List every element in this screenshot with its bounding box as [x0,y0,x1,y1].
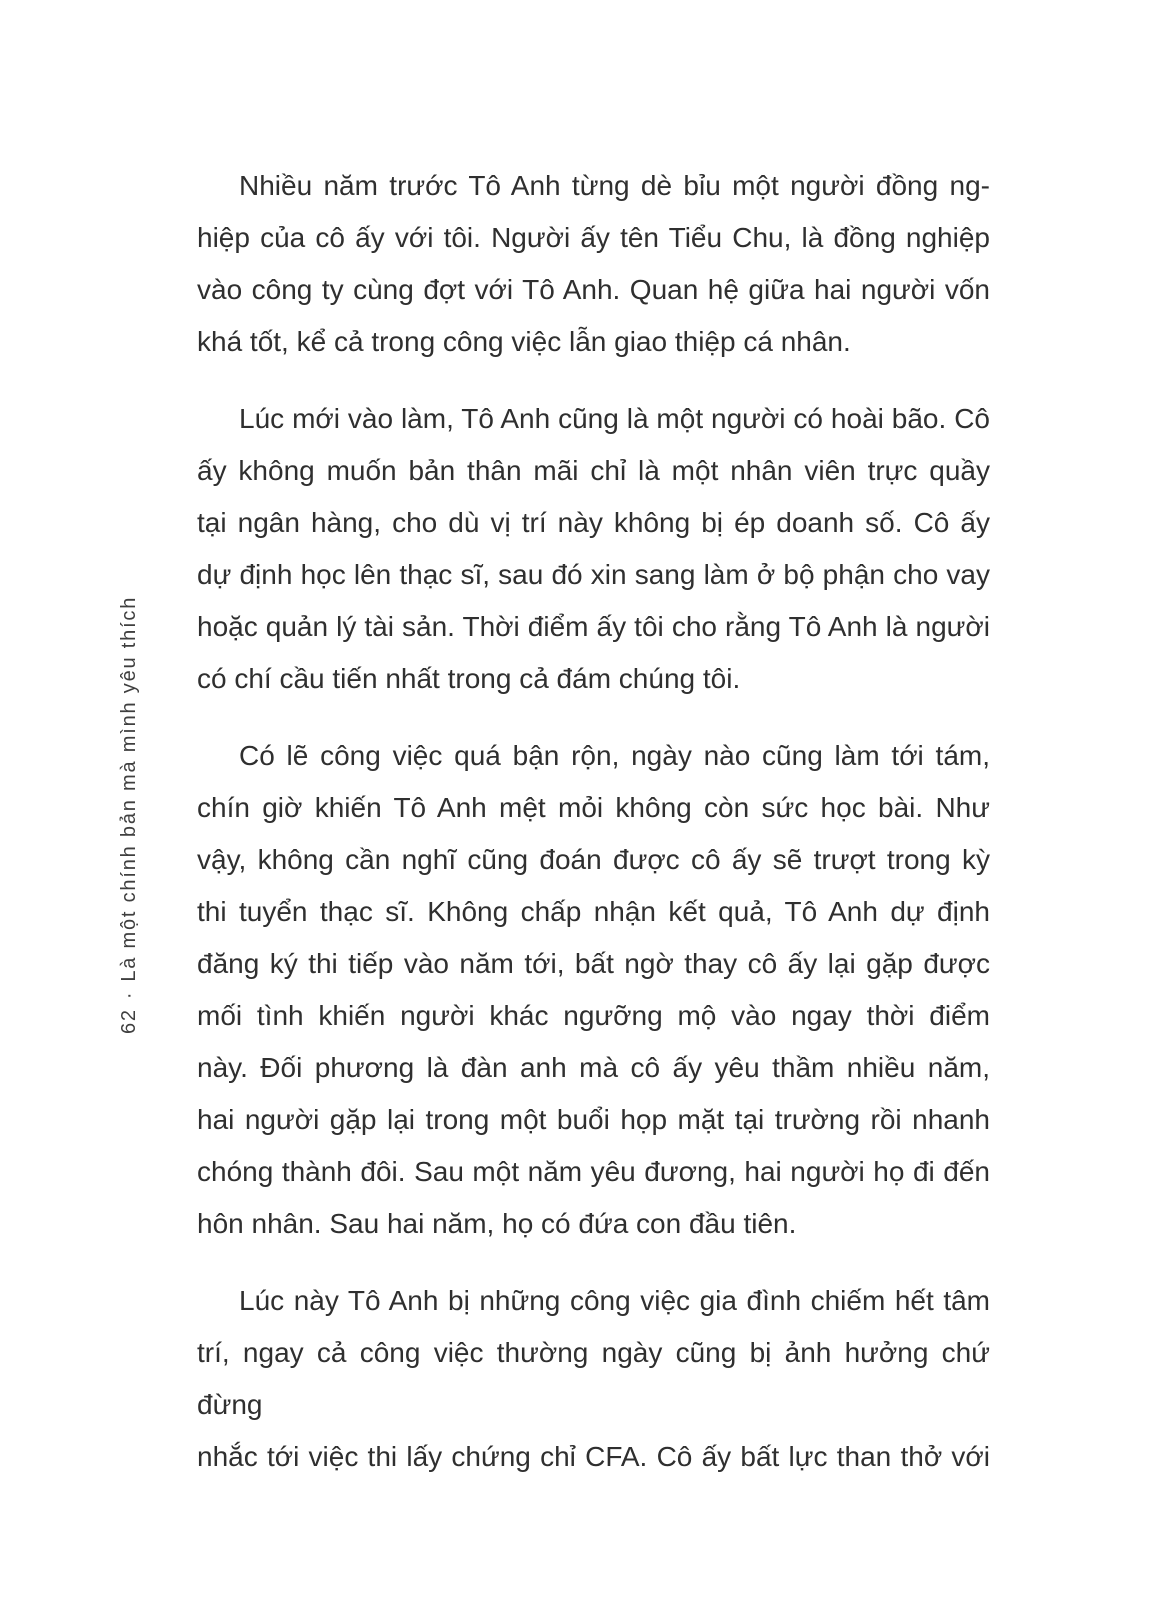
text-line: khá tốt, kể cả trong công việc lẫn giao thiệp cá nhân. [197,326,851,357]
text-line: này. Đối phương là đàn anh mà cô ấy yêu thầm nhiều năm, [197,1052,990,1083]
paragraph [197,160,990,368]
book-title: Là một chính bản mà mình yêu thích [118,595,140,982]
text-line: chóng thành đôi. Sau một năm yêu đương, hai người họ đi đến [197,1156,990,1187]
text-line: có chí cầu tiến nhất trong cả đám chúng tôi. [197,663,741,694]
text-line: hoặc quản lý tài sản. Thời điểm ấy tôi cho rằng Tô Anh là người [197,611,990,642]
text-line: thi tuyển thạc sĩ. Không chấp nhận kết quả, Tô Anh dự định [197,896,990,927]
separator-dot: · [118,990,140,1000]
text-line: tại ngân hàng, cho dù vị trí này không bị ép doanh số. Cô ấy [197,507,990,538]
text-line: vậy, không cần nghĩ cũng đoán được cô ấy sẽ trượt trong kỳ [197,844,990,875]
text-line: vào công ty cùng đợt với Tô Anh. Quan hệ giữa hai người vốn [197,274,990,305]
text-line: hai người gặp lại trong một buổi họp mặt tại trường rồi nhanh [197,1104,990,1135]
text-line: mối tình khiến người khác ngưỡng mộ vào ngay thời điểm [197,1000,990,1031]
text-line: hiệp của cô ấy với tôi. Người ấy tên Tiểu Chu, là đồng nghiệp [197,222,990,253]
paragraph [197,393,990,705]
text-line: hôn nhân. Sau hai năm, họ có đứa con đầu tiên. [197,1208,797,1239]
paragraph [197,730,990,1250]
text-line: ấy không muốn bản thân mãi chỉ là một nhân viên trực quầy [197,455,990,486]
text-line: Có lẽ công việc quá bận rộn, ngày nào cũng làm tới tám, [239,740,990,771]
text-line: Lúc này Tô Anh bị những công việc gia đình chiếm hết tâm [239,1285,990,1316]
text-line: đăng ký thi tiếp vào năm tới, bất ngờ thay cô ấy lại gặp được [197,948,990,979]
text-line: Lúc mới vào làm, Tô Anh cũng là một người có hoài bão. Cô [239,403,990,434]
text-line: nhắc tới việc thi lấy chứng chỉ CFA. Cô ấy bất lực than thở với [197,1441,990,1472]
body-text [197,160,990,1483]
text-line: trí, ngay cả công việc thường ngày cũng bị ảnh hưởng chứ đừng [197,1337,990,1420]
text-line: dự định học lên thạc sĩ, sau đó xin sang làm ở bộ phận cho vay [197,559,990,590]
text-line: Nhiều năm trước Tô Anh từng dè bỉu một người đồng ng- [239,170,990,201]
page-number: 62 [118,1008,140,1034]
text-line: chín giờ khiến Tô Anh mệt mỏi không còn sức học bài. Như [197,792,990,823]
sidebar-running-title [116,596,142,1034]
paragraph [197,1275,990,1483]
